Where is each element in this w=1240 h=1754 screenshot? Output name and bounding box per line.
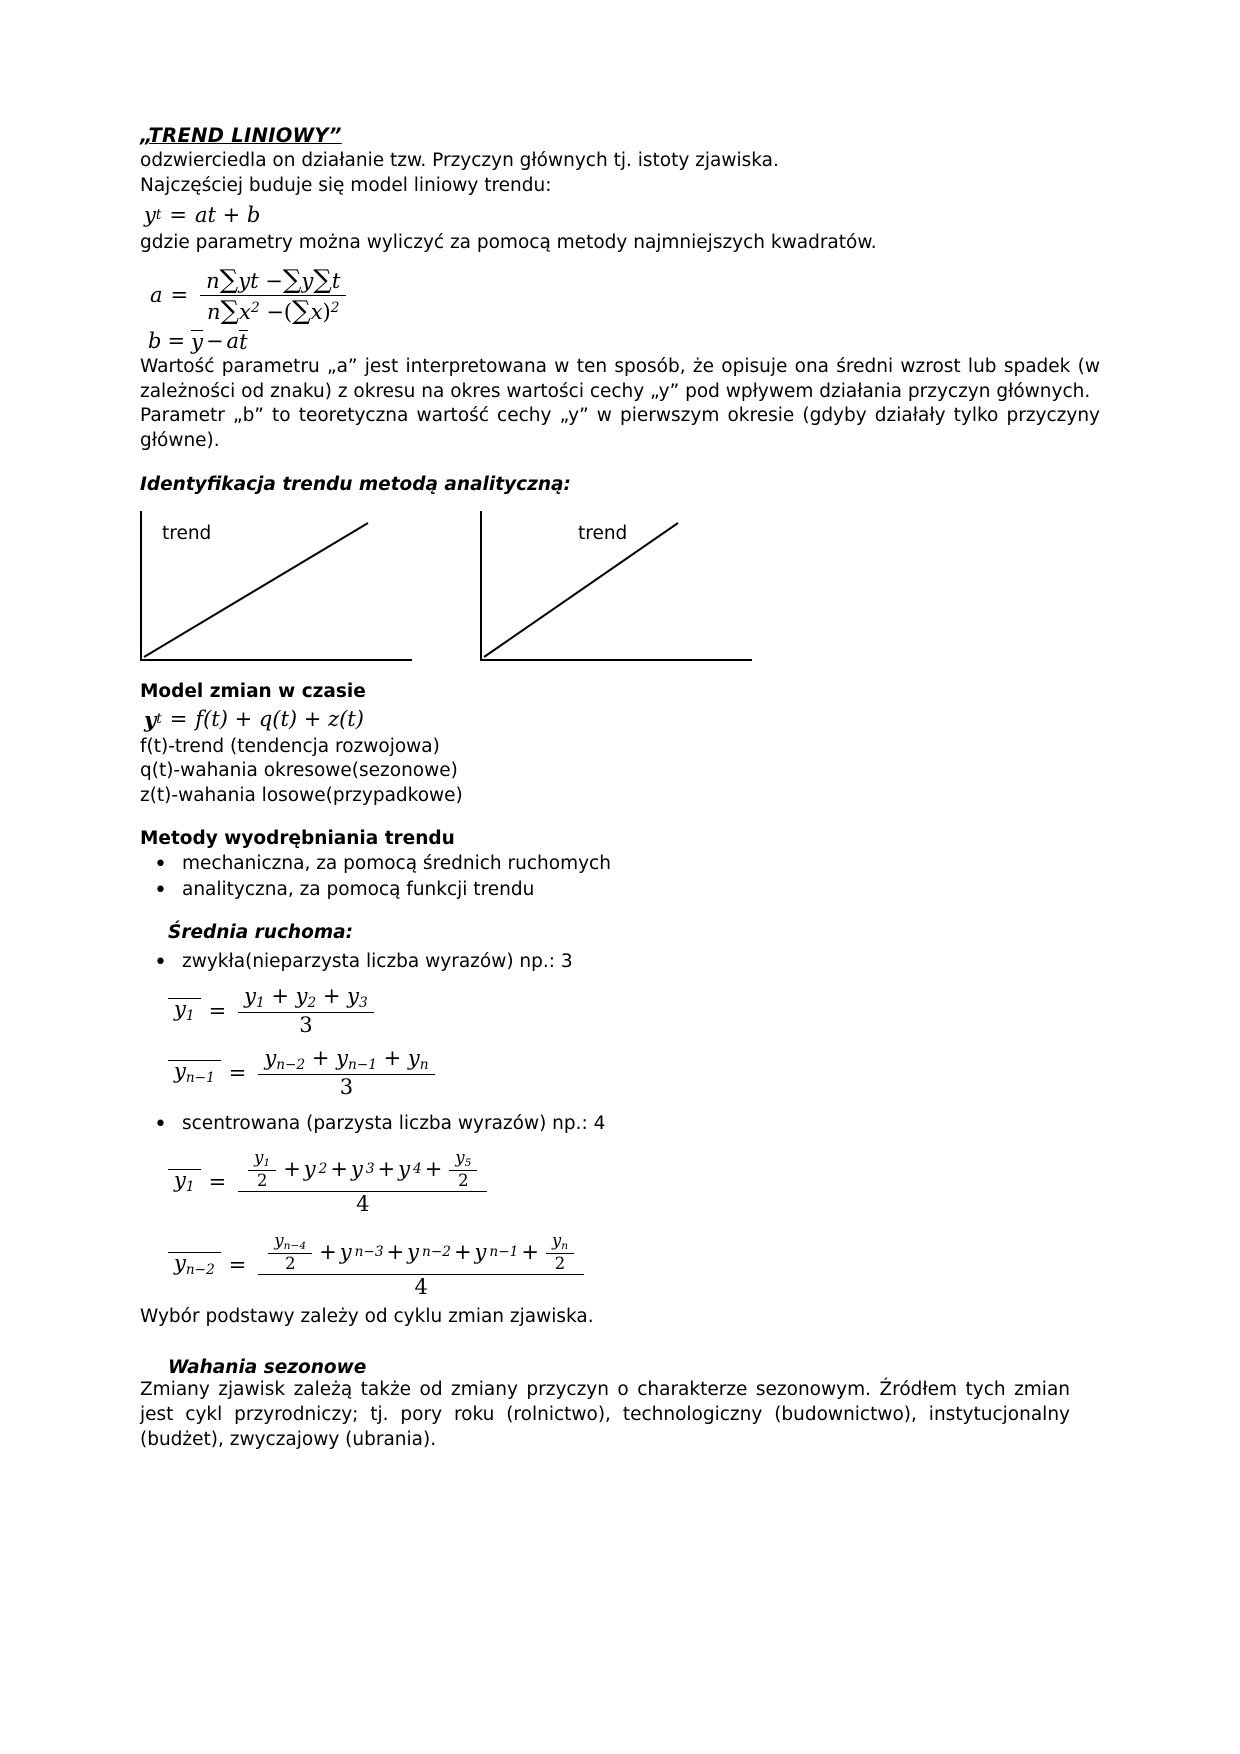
- den-x: x: [239, 300, 251, 325]
- den-sum-2: ∑: [292, 296, 311, 327]
- chart2-label: trend: [578, 522, 628, 544]
- formula-a-fraction: [200, 266, 346, 326]
- num-sum-2: ∑: [282, 264, 302, 295]
- den-paren-close: ): [322, 300, 331, 325]
- seasonal-paragraph: Zmiany zjawisk zależą także od zmiany przyczyn o charakterze sezonowym. Źródłem tych zmian jest cykl przyrodniczy; tj. pory roku (rolnictwo), technologiczny (budownictwo), instytucjonalny (budżet), zwyczajowy (ubrania).: [140, 1379, 1070, 1450]
- ma-odd-1-lhs: [168, 998, 201, 1024]
- formula-b-minus: −: [205, 329, 224, 354]
- chart1-label: trend: [162, 522, 212, 544]
- num-n: n: [206, 268, 220, 293]
- after-formula-text: gdzie parametry można wyliczyć za pomocą metody najmniejszych kwadratów.: [140, 232, 877, 254]
- ma-even-1-lhs: [168, 1169, 201, 1195]
- den-exp: 2: [250, 300, 260, 317]
- num-y: y: [301, 268, 314, 293]
- paragraph-parameter-a: Wartość parametru „a” jest interpretowana w ten sposób, że opisuje ona średni wzrost lub spadek (w zależności od znaku) z okresu na okres wartości cechy „y” pod wpływem działania przyczyn głównych.: [140, 356, 1100, 402]
- intro-line-2: Najczęściej buduje się model liniowy trendu:: [140, 174, 552, 196]
- heading-model-changes: Model zmian w czasie: [140, 680, 366, 702]
- formula-a-lhs: a: [150, 283, 163, 308]
- formula-b-eq: =: [167, 329, 186, 354]
- den-x2: x: [310, 300, 323, 325]
- ma-even-1-term-y5-half: $\frac{y_5}{2}$: [449, 1149, 477, 1190]
- ma-odd-n-denominator: 3: [339, 1075, 354, 1100]
- num-yt: yt: [238, 268, 259, 293]
- trend-methods-list: [140, 851, 1100, 902]
- formula-b-tbar: t: [239, 330, 248, 355]
- num-sum-1: ∑: [219, 264, 239, 295]
- num-sum-3: ∑: [313, 264, 332, 295]
- ma-odd-n-eq: =: [228, 1060, 247, 1085]
- ma-odd-n-sub: n−1: [185, 1070, 215, 1087]
- ma-even-n-var: y: [174, 1251, 186, 1276]
- ma-odd-n-numerator: $y_{n-2} + y_{n-1} + y_n$: [258, 1047, 434, 1075]
- list-item: • zwykła(nieparzysta liczba wyrazów) np.: 3: [176, 949, 1100, 975]
- ma-odd-1-eq: =: [208, 998, 227, 1023]
- moving-average-note: Wybór podstawy zależy od cyklu zmian zjawiska.: [140, 1305, 594, 1327]
- formula-linear-trend: [144, 204, 1100, 227]
- heading-trend-methods: Metody wyodrębniania trendu: [140, 828, 455, 850]
- ma-odd-1-denominator: 3: [299, 1013, 313, 1038]
- num-t: t: [331, 268, 341, 293]
- formula-linear-sub: t: [155, 207, 162, 224]
- list-item: • mechaniczna, za pomocą średnich ruchomych: [176, 851, 1100, 877]
- formula-parameter-a: [150, 266, 1100, 326]
- model-item-1: f(t)-trend (tendencja rozwojowa): [140, 735, 440, 757]
- formula-linear-lhs: y: [144, 203, 156, 228]
- ma-even-1-fraction: [238, 1149, 487, 1216]
- den-exp-2: 2: [330, 300, 340, 317]
- ma-even-n-eq: =: [228, 1252, 247, 1277]
- list-item: • analityczna, za pomocą funkcji trendu: [176, 877, 1100, 903]
- model-item-2: q(t)-wahania okresowe(sezonowe): [140, 760, 458, 782]
- moving-average-odd-list: [140, 949, 1100, 975]
- formula-ma-odd-first: [168, 985, 1100, 1037]
- formula-a-numerator: [200, 266, 346, 297]
- formula-b-lhs: b: [148, 329, 162, 354]
- ma-odd-n-lhs: [168, 1060, 221, 1086]
- ma-odd-1-numerator: $y_1 + y_2 + y_3$: [238, 985, 374, 1013]
- formula-b-ybar: y: [191, 330, 203, 355]
- ma-even-n-term-yn-half: $\frac{y_n}{2}$: [546, 1232, 574, 1273]
- den-sum-1: ∑: [220, 296, 240, 327]
- formula-a-eq: =: [170, 283, 189, 308]
- heading-identification: Identyfikacja trendu metodą analityczną:: [140, 473, 571, 495]
- den-n: n: [207, 300, 221, 325]
- ma-odd-1-fraction: [238, 985, 374, 1037]
- trend-chart-2: [480, 511, 752, 661]
- formula-ma-even-last: [168, 1232, 1100, 1299]
- num-minus: −: [265, 268, 283, 293]
- formula-model: [144, 708, 1100, 731]
- formula-model-eq: =: [169, 706, 188, 731]
- ma-even-n-lhs: [168, 1252, 221, 1278]
- ma-even-1-denominator: 4: [356, 1191, 370, 1216]
- formula-linear-eq: =: [169, 203, 187, 228]
- ma-odd-1-var: y: [174, 997, 186, 1022]
- formula-b-a: a: [226, 329, 240, 354]
- formula-linear-rhs: at + b: [194, 203, 261, 228]
- formula-ma-even-first: [168, 1149, 1100, 1216]
- ma-even-1-term-y1-half: $\frac{y_1}{2}$: [248, 1149, 276, 1190]
- trend-chart-1: [140, 511, 412, 661]
- ma-even-1-var: y: [174, 1168, 186, 1193]
- ma-even-1-numerator: $\frac{y_1}{2}$ + y 2 + y 3 + y 4 + $\frac{y_5}{2}$: [238, 1149, 487, 1192]
- den-minus: −: [266, 300, 284, 325]
- ma-odd-n-fraction: [258, 1047, 434, 1099]
- ma-odd-n-var: y: [174, 1059, 186, 1084]
- ma-even-n-denominator: 4: [414, 1274, 428, 1299]
- formula-model-sub: t: [156, 710, 162, 727]
- formula-ma-odd-last: [168, 1047, 1100, 1099]
- page-title: „TREND LINIOWY”: [140, 124, 342, 147]
- formula-model-rhs: f(t) + q(t) + z(t): [195, 706, 364, 731]
- formula-model-lhs: y: [144, 706, 157, 732]
- ma-even-n-term-yn4-half: $\frac{y_{n-4}}{2}$: [268, 1232, 312, 1273]
- ma-even-n-numerator: $\frac{y_{n-4}}{2}$ + y n−3 + y n−2 + y n−1 + $\frac{y_n}{2}$: [258, 1232, 584, 1275]
- intro-line-1: odzwierciedla on działanie tzw. Przyczyn głównych tj. istoty zjawiska.: [140, 150, 779, 171]
- document-content: [140, 124, 1100, 1452]
- ma-even-n-sub: n−2: [185, 1262, 215, 1279]
- ma-odd-1-sub: 1: [185, 1008, 195, 1025]
- list-item: • scentrowana (parzysta liczba wyrazów) np.: 4: [176, 1111, 1100, 1137]
- formula-parameter-b: [148, 330, 1100, 353]
- paragraph-parameter-b: Parametr „b” to teoretyczna wartość cechy „y” w pierwszym okresie (gdyby działały tylko przyczyny główne).: [140, 405, 1100, 451]
- ma-even-1-eq: =: [208, 1169, 227, 1194]
- trend-charts: [140, 511, 1100, 661]
- moving-average-even-list: [140, 1111, 1100, 1137]
- ma-even-1-sub: 1: [185, 1179, 195, 1196]
- formula-a-denominator: [201, 296, 345, 326]
- model-item-3: z(t)-wahania losowe(przypadkowe): [140, 784, 463, 806]
- ma-even-n-fraction: [258, 1232, 584, 1299]
- den-paren-open: (: [283, 300, 293, 325]
- heading-seasonal-fluctuations: Wahania sezonowe: [168, 1357, 367, 1379]
- heading-moving-average: Średnia ruchoma:: [168, 922, 353, 944]
